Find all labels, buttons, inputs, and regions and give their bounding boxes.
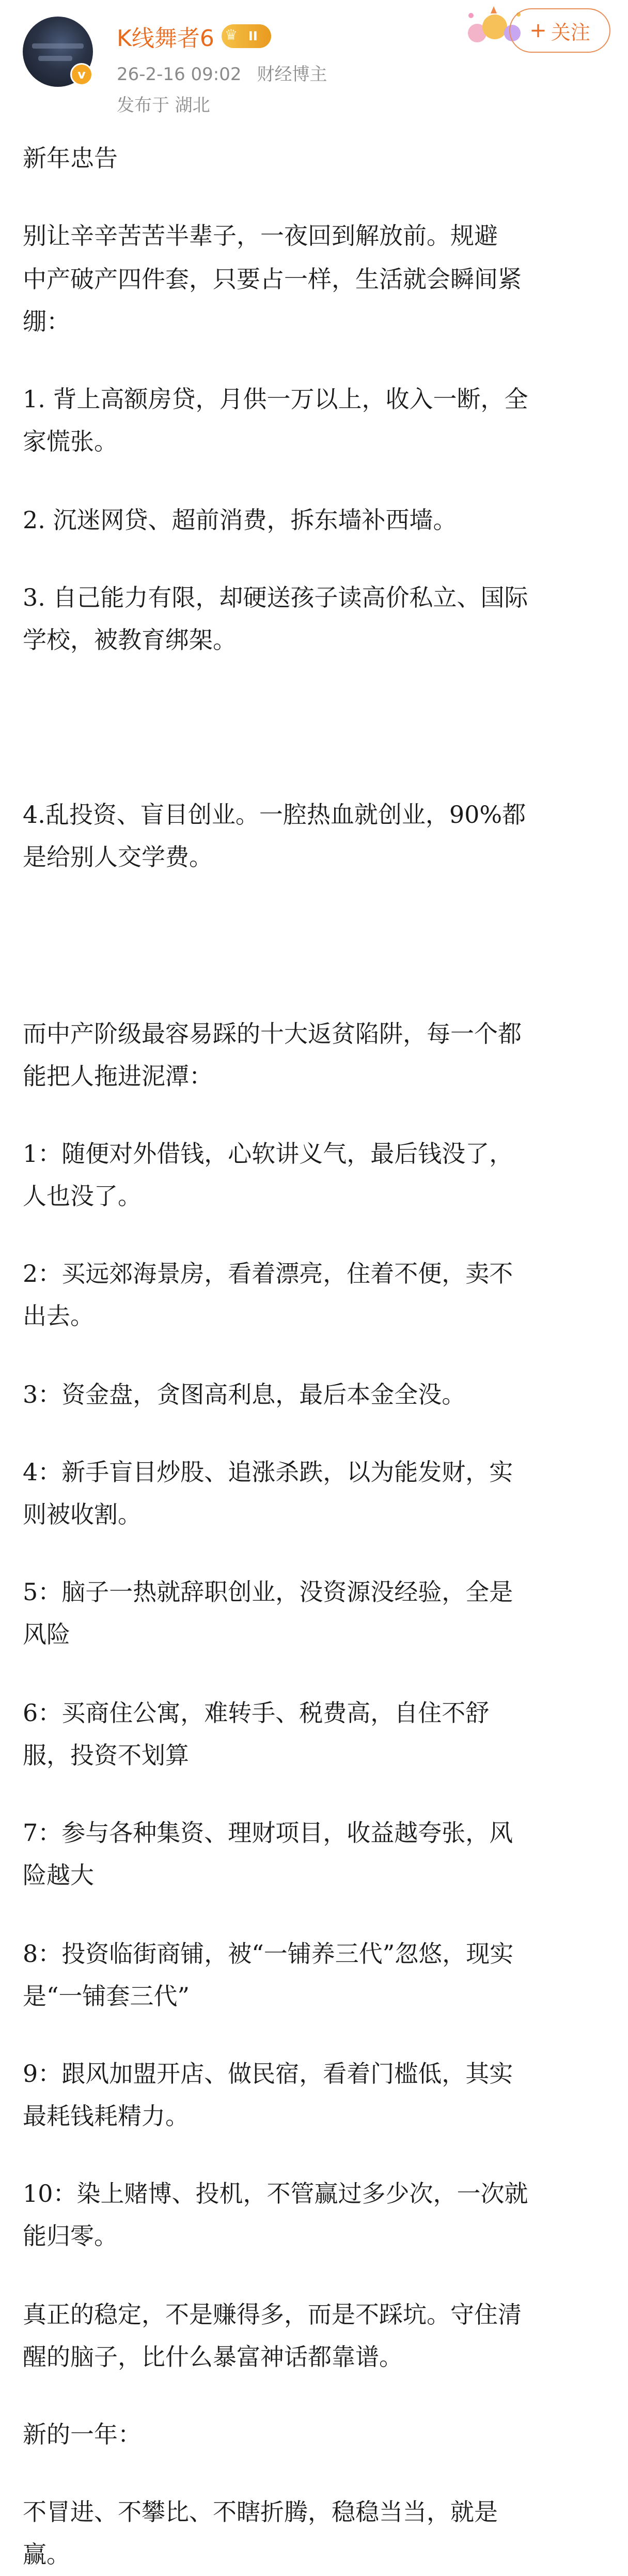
post-line: 8：投资临街商铺，被“一铺养三代”忽悠，现实	[23, 1940, 514, 1968]
user-role: 财经博主	[257, 64, 327, 85]
post-line: 学校，被教育绑架。	[23, 626, 237, 654]
post-line: 3：资金盘，贪图高利息，最后本金全没。	[23, 1381, 466, 1408]
post-line: 1：随便对外借钱，心软讲义气，最后钱没了，	[23, 1140, 513, 1168]
post-line: 绷：	[23, 308, 70, 335]
post-line: 2. 沉迷网贷、超前消费，拆东墙补西墙。	[23, 506, 457, 534]
post-line: 2：买远郊海景房，看着漂亮，住着不便，卖不	[23, 1260, 513, 1287]
post-line: 醒的脑子，比什么暴富神话都靠谱。	[23, 2343, 403, 2371]
verified-icon: v	[70, 63, 93, 86]
post-line: 6：买商住公寓，难转手、税费高，自住不舒	[23, 1699, 490, 1727]
post-line: 新年忠告	[23, 144, 118, 172]
post-line: 最耗钱耗精力。	[23, 2102, 189, 2130]
post-date: 26-2-16 09:02	[117, 64, 242, 85]
post-line: 不冒进、不攀比、不瞎折腾，稳稳当当，就是	[23, 2498, 498, 2526]
post-line: 则被收割。	[23, 1500, 142, 1528]
username[interactable]: K线舞者6	[117, 25, 214, 52]
post-line: 险越大	[23, 1861, 94, 1889]
post-line: 是“一铺套三代”	[23, 1982, 190, 2010]
crown-badge-icon[interactable]	[222, 24, 271, 48]
post-line: 别让辛辛苦苦半辈子，一夜回到解放前。规避	[23, 222, 498, 250]
post-line: 真正的稳定，不是赚得多，而是不踩坑。守住清	[23, 2301, 522, 2328]
follow-label: 关注	[551, 21, 590, 44]
avatar-detail	[38, 56, 72, 61]
post-line: 而中产阶级最容易踩的十大返贫陷阱，每一个都	[23, 1020, 522, 1048]
post-line: 能归零。	[23, 2222, 118, 2250]
post-meta	[117, 60, 327, 85]
post-line: 能把人拖进泥潭：	[23, 1062, 213, 1090]
post-line: 人也没了。	[23, 1182, 142, 1210]
post-line: 5：脑子一热就辞职创业，没资源没经验，全是	[23, 1578, 513, 1606]
avatar-detail	[32, 43, 84, 49]
post-line: 服，投资不划算	[23, 1741, 189, 1769]
follow-button[interactable]	[509, 8, 610, 53]
post-line: 中产破产四件套，只要占一样，生活就会瞬间紧	[23, 265, 522, 293]
post-line: 家慌张。	[23, 427, 118, 455]
post-line: 10：染上赌博、投机，不管赢过多少次，一次就	[23, 2180, 528, 2207]
crown-icon: ♛	[224, 26, 238, 43]
name-row	[117, 20, 271, 53]
plus-icon: +	[529, 19, 547, 42]
post-location: 发布于 湖北	[117, 95, 210, 116]
post-header	[0, 0, 628, 129]
avatar[interactable]	[23, 17, 93, 87]
post-line: 4：新手盲目炒股、追涨杀跌，以为能发财，实	[23, 1458, 513, 1486]
post-line: 4.乱投资、盲目创业。一腔热血就创业，90%都	[23, 801, 526, 829]
post-line: 1. 背上高额房贷，月供一万以上，收入一断，全	[23, 385, 528, 413]
level-badge-text: II	[248, 29, 258, 43]
post-line: 3. 自己能力有限，却硬送孩子读高价私立、国际	[23, 584, 528, 611]
post-line: 新的一年：	[23, 2420, 142, 2448]
post-line: 赢。	[23, 2540, 70, 2568]
post-line: 9：跟风加盟开店、做民宿，看着门槛低，其实	[23, 2060, 513, 2088]
post-line: 出去。	[23, 1302, 94, 1330]
post-line: 7：参与各种集资、理财项目，收益越夸张，风	[23, 1819, 513, 1847]
post-line: 风险	[23, 1620, 70, 1648]
post-line: 是给别人交学费。	[23, 843, 213, 871]
